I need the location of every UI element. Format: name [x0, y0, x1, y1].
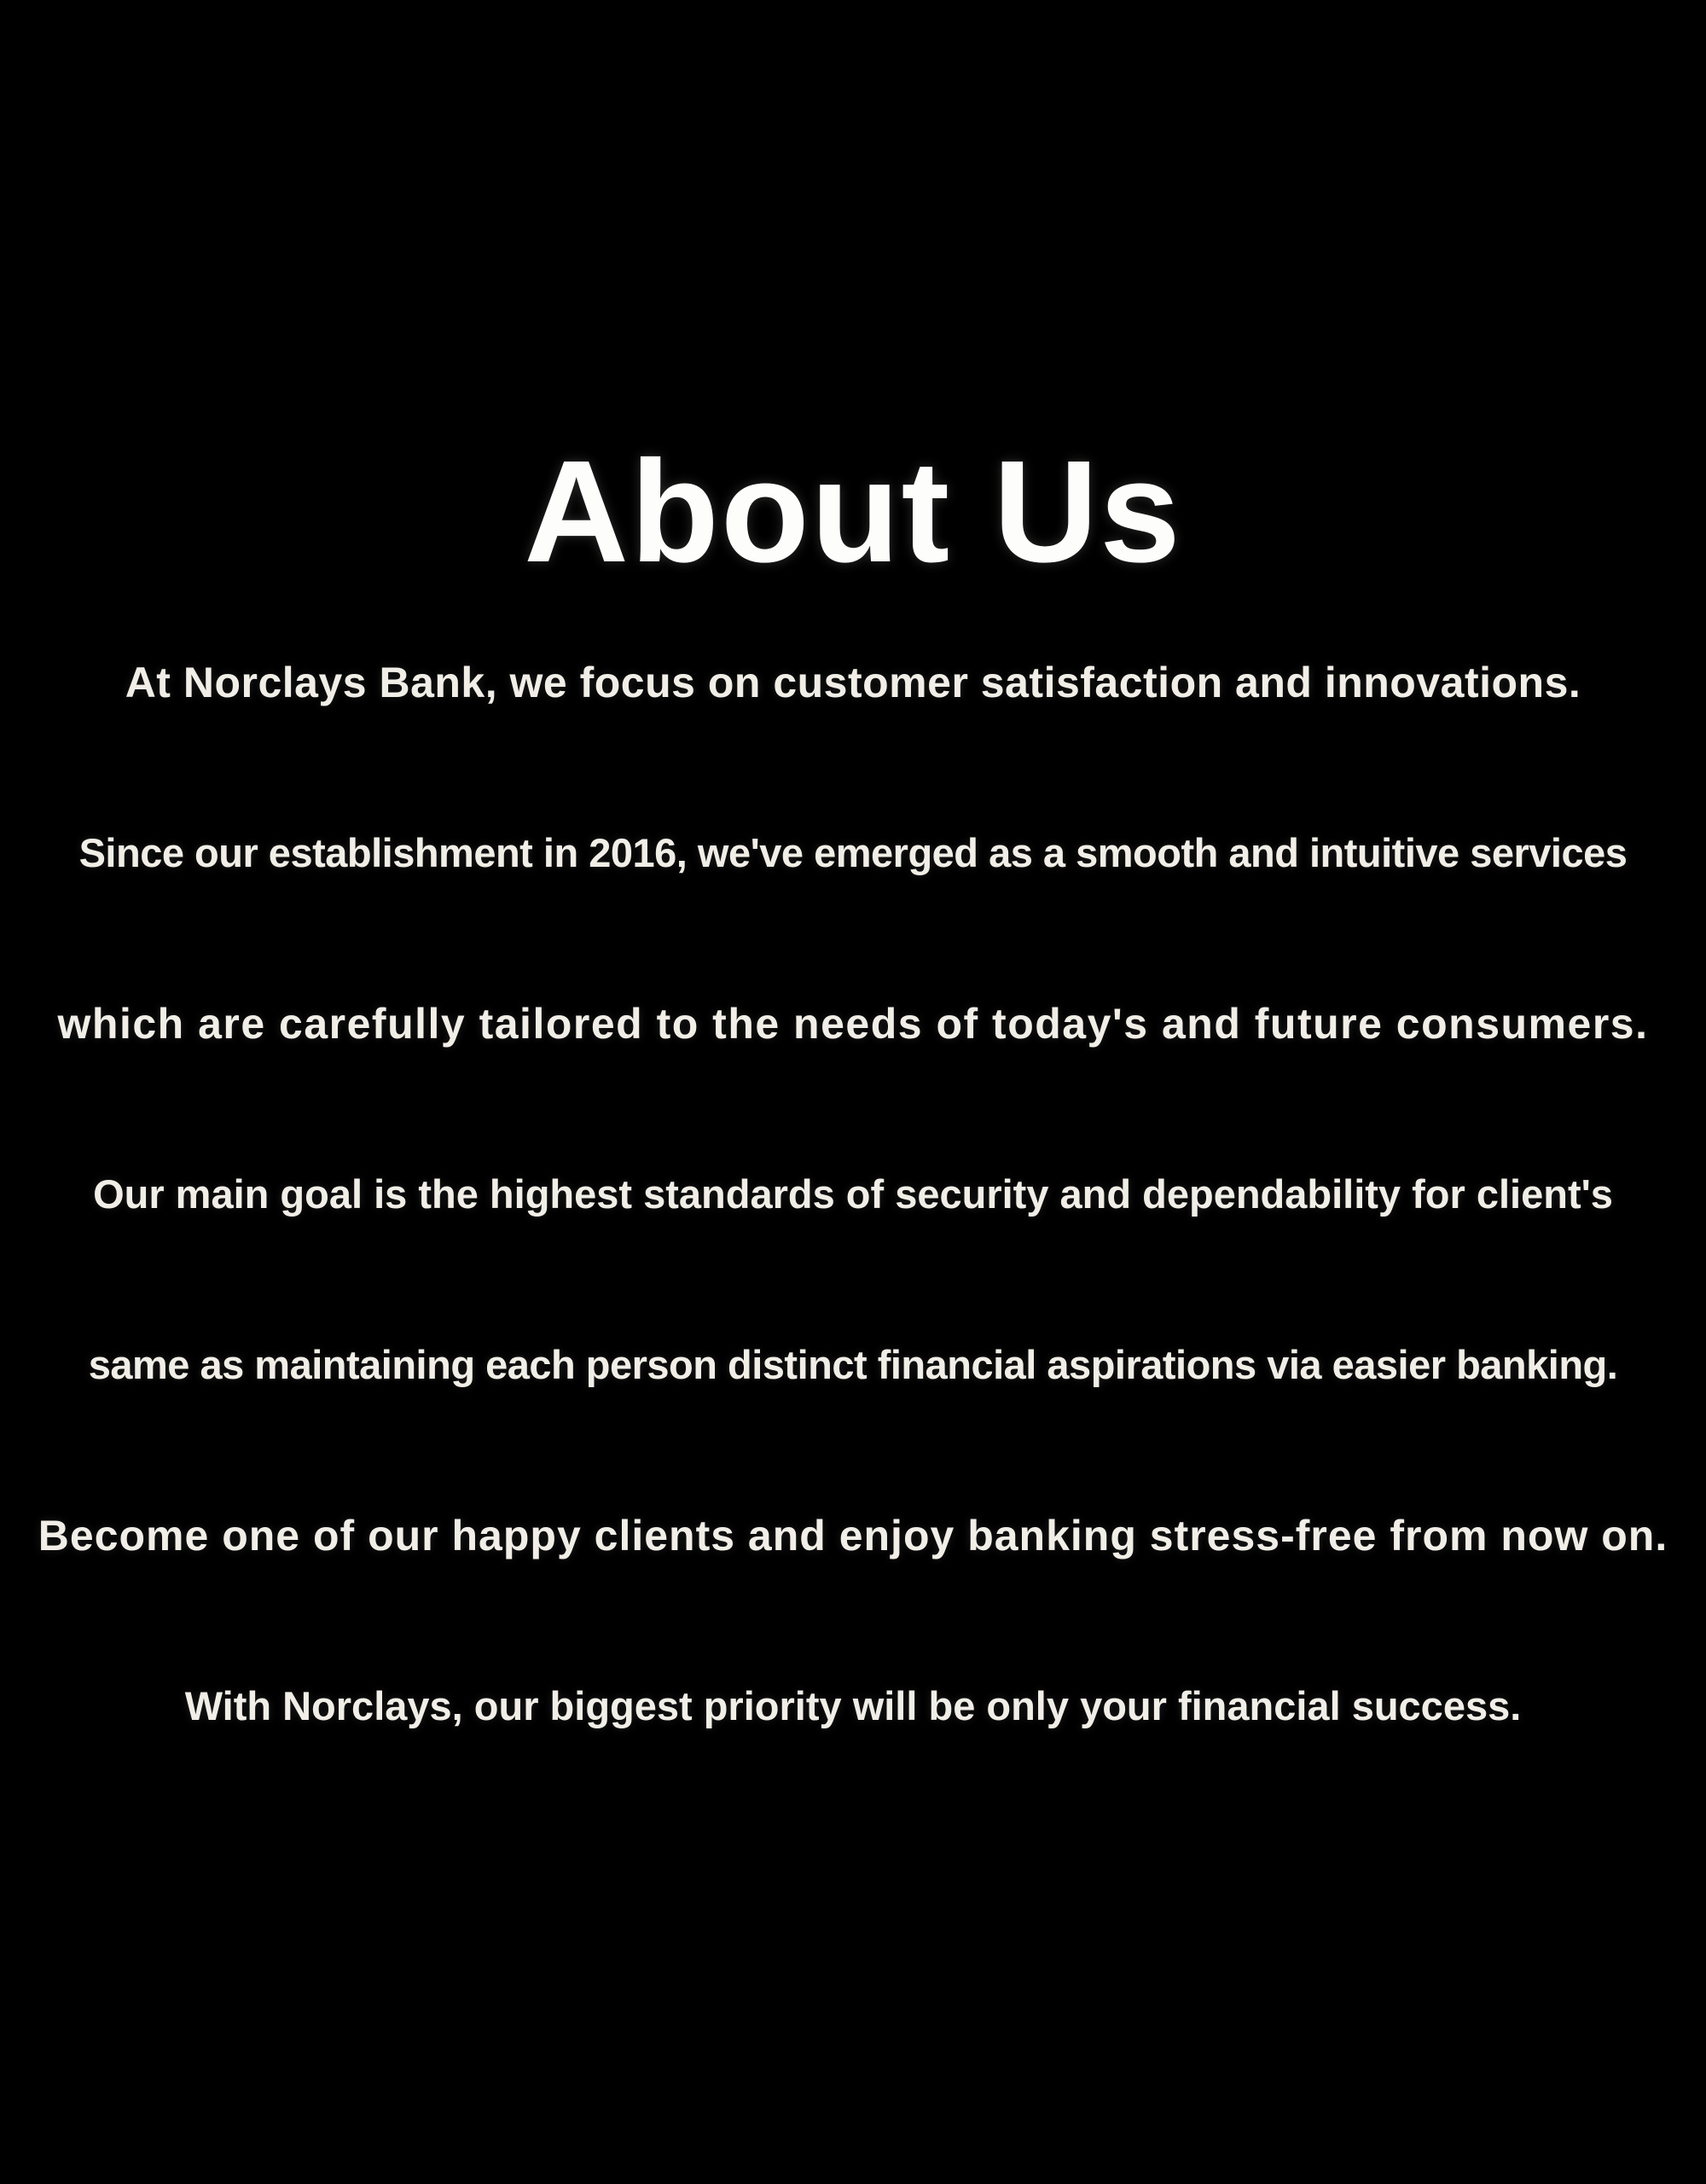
corner-arrow-top-left-icon: [94, 135, 355, 401]
about-paragraph: Since our establishment in 2016, we've emerged as a smooth and intuitive services: [78, 830, 1628, 875]
corner-arrow-bottom-left-icon: [514, 1798, 775, 2065]
corner-arrow-top-right-icon: [936, 135, 1197, 401]
about-paragraph: At Norclays Bank, we focus on customer satisfaction and innovations.: [125, 659, 1581, 706]
about-paragraph: With Norclays, our biggest priority will be only your financial success.: [184, 1683, 1522, 1728]
corner-arrow-bottom-left-icon: [94, 1798, 355, 2065]
about-paragraph: same as maintaining each person distinct financial aspirations via easier banking.: [88, 1342, 1618, 1387]
corner-arrow-top-right-icon: [1356, 135, 1617, 401]
page-title: About Us: [524, 431, 1182, 593]
bottom-decor-row: [94, 1798, 1617, 2065]
top-decor-row: [94, 135, 1617, 401]
about-paragraph: Become one of our happy clients and enjoy banking stress-free from now on.: [38, 1512, 1668, 1560]
about-paragraph: Our main goal is the highest standards of security and dependability for client's: [93, 1171, 1613, 1217]
corner-arrow-top-left-icon: [514, 135, 775, 401]
corner-arrow-bottom-right-icon: [936, 1798, 1197, 2065]
about-paragraph: which are carefully tailored to the needs of today's and future consumers.: [57, 1000, 1649, 1048]
corner-arrow-bottom-right-icon: [1356, 1798, 1617, 2065]
